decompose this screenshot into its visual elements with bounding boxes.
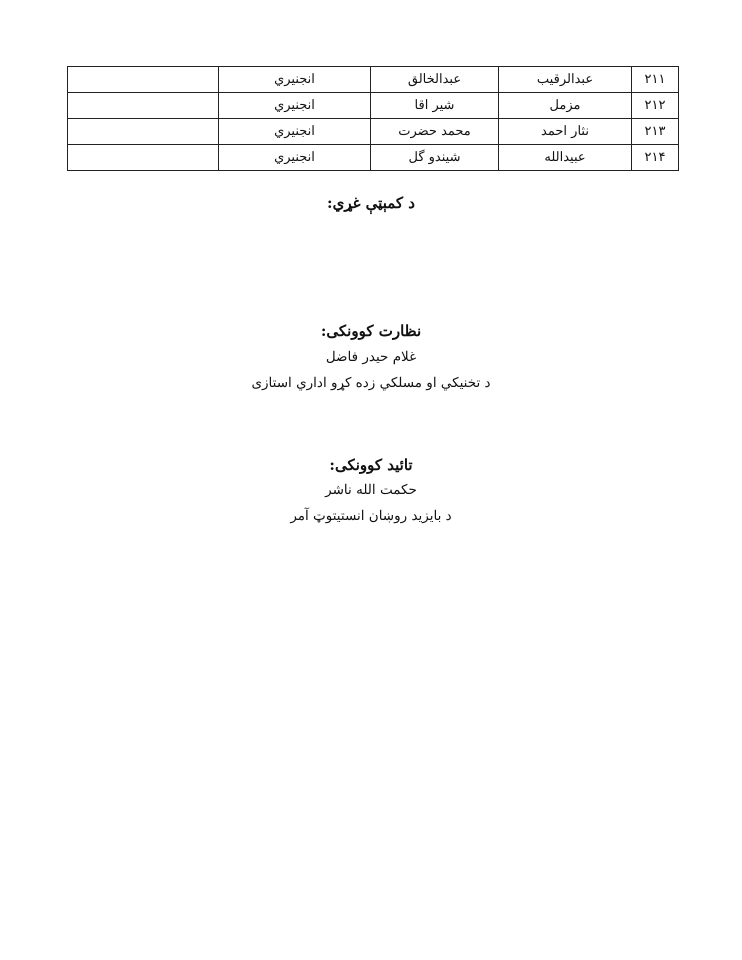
note-cell [68,93,219,119]
row-number: ۲۱۴ [632,145,679,171]
department: انجنیري [219,119,371,145]
approver-heading: تائید کوونکی: [329,456,413,474]
department: انجنیري [219,67,371,93]
father-name: شیندو گل [371,145,499,171]
student-name: مزمل [499,93,632,119]
table-row [68,93,679,119]
father-name: محمد حضرت [371,119,499,145]
student-name: نثار احمد [499,119,632,145]
table-row [68,145,679,171]
supervisor-heading: نظارت کوونکی: [320,322,422,340]
note-cell [68,67,219,93]
note-cell [68,145,219,171]
student-name: عبیدالله [499,145,632,171]
supervisor-name: غلام حیدر فاضل [325,349,417,365]
approver-title: د بایزید روښان انستیتوټ آمر [290,508,452,524]
department: انجنیري [219,145,371,171]
father-name: شیر اقا [371,93,499,119]
roster-table [67,66,679,171]
row-number: ۲۱۳ [632,119,679,145]
row-number: ۲۱۲ [632,93,679,119]
committee-members-heading: د کمېټې غړي: [327,194,415,212]
student-name: عبدالرقیب [499,67,632,93]
table-row [68,67,679,93]
table-row [68,119,679,145]
supervisor-title: د تخنیکي او مسلکي زده کړو اداري استازی [251,375,491,391]
row-number: ۲۱۱ [632,67,679,93]
father-name: عبدالخالق [371,67,499,93]
note-cell [68,119,219,145]
approver-name: حکمت الله ناشر [325,482,417,498]
department: انجنیري [219,93,371,119]
